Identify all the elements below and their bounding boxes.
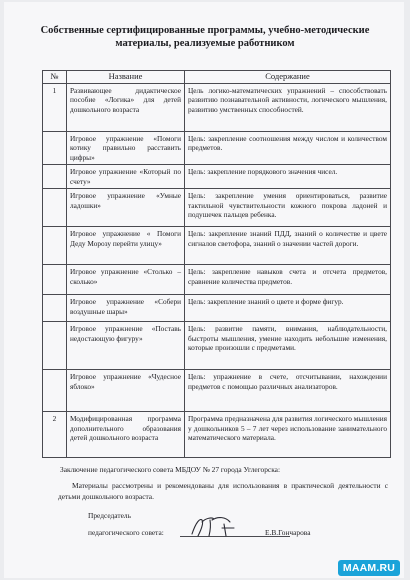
- row-content: Цель логико-математических упражнений – способствовать развитию познавательной активности, логического мышления, развитию умственных способностей.: [185, 83, 391, 131]
- header-number: №: [43, 71, 67, 84]
- row-name: Игровое упражнение «Столько – сколько»: [67, 265, 185, 295]
- table-row: [43, 412, 391, 458]
- signer-name: Е.В.Гончарова: [265, 528, 311, 537]
- row-name: Развивающее дидактическое пособие «Логика» для детей дошкольного возраста: [67, 83, 185, 131]
- row-content: Цель: закрепление знаний ПДД, знаний о количестве и цвете сигналов светофора, знаний о значении частей дороги.: [185, 227, 391, 265]
- row-name: Игровое упражнение «Который по счету»: [67, 165, 185, 189]
- title-line-1: Собственные сертифицированные программы, учебно-методические: [40, 25, 370, 36]
- row-number: [43, 131, 67, 165]
- maam-watermark: MAAM.RU: [338, 560, 400, 576]
- title-line-2: материалы, реализуемые работником: [115, 38, 295, 49]
- row-content: Цель: закрепление знаний о цвете и форме фигур.: [185, 295, 391, 322]
- row-number: 2: [43, 412, 67, 458]
- row-name: Игровое упражнение «Помоги котику правильно расставить цифры»: [67, 131, 185, 165]
- table-row: [43, 227, 391, 265]
- row-name: Игровое упражнение «Собери воздушные шары»: [67, 295, 185, 322]
- row-number: [43, 322, 67, 370]
- chairman-label: Председатель: [88, 511, 131, 520]
- council-conclusion: Заключение педагогического совета МБДОУ № 27 города Углегорска:: [60, 465, 281, 474]
- row-number: [43, 165, 67, 189]
- row-number: [43, 370, 67, 412]
- row-name: Игровое упражнение «Поставь недостающую фигуру»: [67, 322, 185, 370]
- row-content: Цель: закрепление навыков счета и отсчета предметов, сравнение количества предметов.: [185, 265, 391, 295]
- row-content: Цель: развитие памяти, внимания, наблюдательности, быстроты мышления, умение находить небольшие изменения, которые произошли с предметами.: [185, 322, 391, 370]
- table-row: [43, 370, 391, 412]
- council-label: педагогического совета:: [88, 528, 164, 537]
- row-number: [43, 189, 67, 227]
- table-row: [43, 322, 391, 370]
- row-name: Игровое упражнение «Чудесное яблоко»: [67, 370, 185, 412]
- recommendation-paragraph: Материалы рассмотрены и рекомендованы для использования в практической деятельности с детьми дошкольного возраста.: [58, 481, 388, 501]
- row-name: Игровое упражнение « Помоги Деду Морозу перейти улицу»: [67, 227, 185, 265]
- handwritten-signature: [186, 514, 246, 540]
- table-row: [43, 131, 391, 165]
- row-name: Игровое упражнение «Умные ладошки»: [67, 189, 185, 227]
- programs-table: [42, 70, 391, 458]
- table-row: [43, 189, 391, 227]
- row-number: [43, 227, 67, 265]
- row-content: Цель: закрепление соотношения между числом и количеством предметов.: [185, 131, 391, 165]
- row-content: Программа предназначена для развития логического мышления у дошкольников 5 – 7 лет через использование занимательного математического материала.: [185, 412, 391, 458]
- row-number: [43, 295, 67, 322]
- row-number: [43, 265, 67, 295]
- row-content: Цель: закрепление умения ориентироваться, развитие тактильной чувствительности кожного покрова ладоней и подушечек пальцев ребенка.: [185, 189, 391, 227]
- header-content: Содержание: [185, 71, 391, 84]
- table-row: [43, 83, 391, 131]
- row-content: Цель: закрепление порядкового значения чисел.: [185, 165, 391, 189]
- document-title: [0, 24, 410, 50]
- table-header-row: [43, 71, 391, 84]
- row-number: 1: [43, 83, 67, 131]
- row-name: Модифицированная программа дополнительного образования детей дошкольного возраста: [67, 412, 185, 458]
- table-row: [43, 165, 391, 189]
- header-name: Название: [67, 71, 185, 84]
- row-content: Цель: упражнение в счете, отсчитывании, нахождении предметов с помощью различных анализаторов.: [185, 370, 391, 412]
- table-row: [43, 265, 391, 295]
- table-row: [43, 295, 391, 322]
